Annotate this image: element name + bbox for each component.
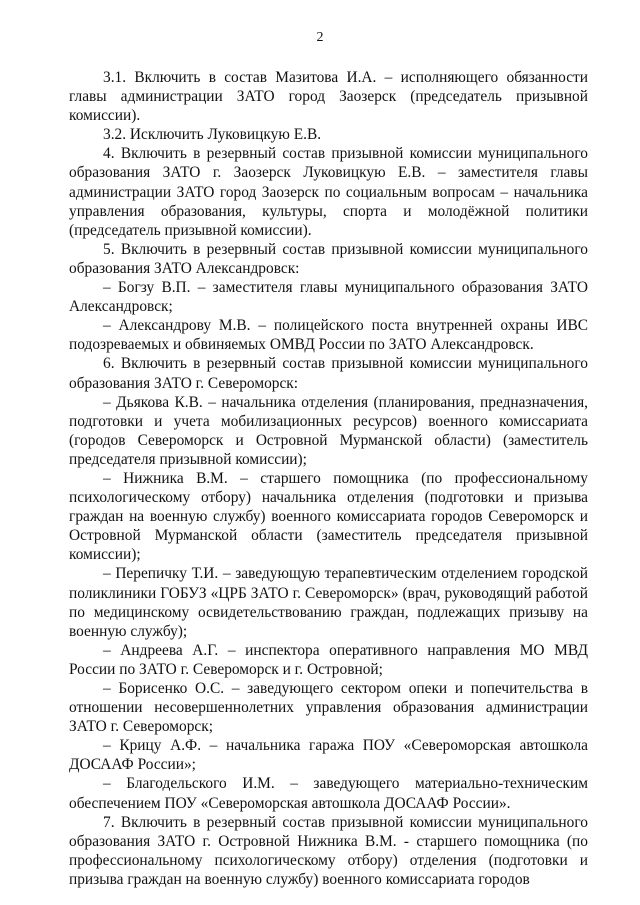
list-item-blagodelsky: – Благодельского И.М. – заведующего материально-техническим обеспечением ПОУ «Североморская автошкола ДОСААФ России». — [69, 775, 588, 812]
paragraph-3-1: 3.1. Включить в состав Мазитова И.А. – исполняющего обязанности главы администрации ЗАТО город Заозерск (председатель призывной комиссии). — [69, 69, 588, 125]
paragraph-6: 6. Включить в резервный состав призывной комиссии муниципального образования ЗАТО г. Североморск: — [69, 355, 588, 392]
list-item-kritsa: – Крицу А.Ф. – начальника гаража ПОУ «Североморская автошкола ДОСААФ России»; — [69, 737, 588, 774]
paragraph-4: 4. Включить в резервный состав призывной комиссии муниципального образования ЗАТО г. Заозерск Луковицкую Е.В. – заместителя главы администрации ЗАТО город Заозерск по социальным вопросам – начальника управления образования, культуры, спорта и молодёжной политики (председатель призывной комиссии). — [69, 145, 588, 239]
paragraph-7: 7. Включить в резервный состав призывной комиссии муниципального образования ЗАТО г. Островной Нижника В.М. - старшего помощника (по профессиональному психологическому отбору) отделения (подготовки и призыва граждан на военную службу) военного комиссариата городов — [69, 813, 588, 888]
list-item-borisenko: – Борисенко О.С. – заведующего сектором опеки и попечительства в отношении несовершеннолетних управления образования администрации ЗАТО г. Североморск; — [69, 680, 588, 736]
document-body — [69, 68, 588, 889]
list-item-perepichka: – Перепичку Т.И. – заведующую терапевтическим отделением городской поликлиники ГОБУЗ «ЦРБ ЗАТО г. Североморск» (врач, руководящий работой по медицинскому освидетельствованию граждан, подлежащих призыву на военную службу); — [69, 565, 588, 640]
list-item-nizhnik: – Нижника В.М. – старшего помощника (по профессиональному психологическому отбору) начальника отделения (подготовки и призыва граждан на военную службу) военного комиссариата городов Североморск и Островной Мурманской области (заместитель председателя призывной комиссии); — [69, 469, 588, 564]
list-item-dyakov: – Дьякова К.В. – начальника отделения (планирования, предназначения, подготовки и учета мобилизационных ресурсов) военного комиссариата (городов Североморск и Островной Мурманской области) (заместитель председателя призывной комиссии); — [69, 393, 588, 468]
paragraph-3-2: 3.2. Исключить Луковицкую Е.В. — [103, 126, 322, 144]
list-item-andreev: – Андреева А.Г. – инспектора оперативного направления МО МВД России по ЗАТО г. Североморск и г. Островной; — [69, 641, 588, 678]
paragraph-5: 5. Включить в резервный состав призывной комиссии муниципального образования ЗАТО Александровск: — [69, 240, 588, 277]
list-item-aleksandrova: – Александрову М.В. – полицейского поста внутренней охраны ИВС подозреваемых и обвиняемых ОМВД России по ЗАТО Александровск. — [69, 317, 588, 354]
page-number: 2 — [316, 30, 324, 45]
list-item-bogza: – Богзу В.П. – заместителя главы муниципального образования ЗАТО Александровск; — [69, 279, 588, 316]
